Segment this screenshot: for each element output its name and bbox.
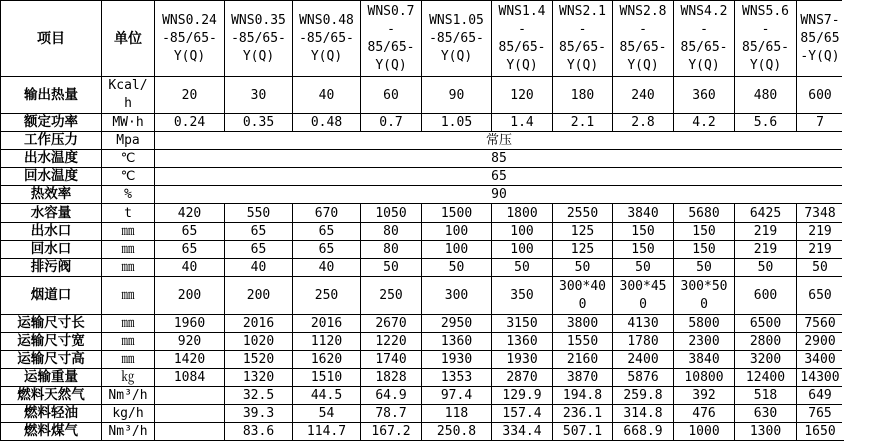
value-cell: 2550 [553, 204, 613, 223]
value-cell: 1120 [293, 333, 361, 351]
value-cell: 2400 [613, 351, 674, 369]
value-cell: 64.9 [361, 387, 422, 405]
header-model-line: 85/65- [742, 39, 789, 55]
value-cell: 40 [293, 77, 361, 114]
value-cell: 50 [674, 259, 735, 277]
value-cell: 765 [797, 405, 844, 423]
value-cell: 6500 [735, 315, 797, 333]
header-model-line: 85/65- [680, 39, 728, 55]
value-cell: 4.2 [674, 114, 735, 132]
table-row [1, 77, 844, 114]
header-model-line: WNS0.48 [299, 12, 354, 28]
header-model-line: WNS1.4 [498, 3, 546, 19]
value-cell: 3150 [492, 315, 553, 333]
value-cell: 1300 [735, 423, 797, 441]
header-model-line: Y(Q) [688, 57, 720, 73]
value-cell: 1020 [225, 333, 293, 351]
value-cell: 0.24 [155, 114, 225, 132]
value-cell: 12400 [735, 369, 797, 387]
value-cell: 50 [553, 259, 613, 277]
header-model-line: WNS1.05 [429, 12, 484, 28]
value-cell: 3840 [613, 204, 674, 223]
value-cell: 1.05 [422, 114, 492, 132]
table-row [1, 132, 844, 150]
value-cell: 50 [613, 259, 674, 277]
row-unit: ℃ [102, 150, 155, 168]
merged-value-cell: 85 [155, 150, 844, 168]
value-cell: 2016 [225, 315, 293, 333]
value-cell: 32.5 [225, 387, 293, 405]
header-model-line: 85/65 [800, 30, 840, 46]
value-cell: 600 [797, 77, 844, 114]
value-cell: 1360 [422, 333, 492, 351]
value-cell: 83.6 [225, 423, 293, 441]
value-cell [553, 277, 613, 315]
row-name: 出水口 [1, 223, 102, 241]
header-model-line: - [387, 21, 395, 37]
value-cell: 157.4 [492, 405, 553, 423]
value-cell: 50 [422, 259, 492, 277]
value-cell: 630 [735, 405, 797, 423]
header-model-line: - [578, 21, 587, 37]
header-model-line: - [518, 21, 526, 37]
row-name: 额定功率 [1, 114, 102, 132]
table-row [1, 168, 844, 186]
value-cell: 3800 [553, 315, 613, 333]
value-cell: 7348 [797, 204, 844, 223]
row-name: 燃料天然气 [1, 387, 102, 405]
merged-value-cell: 常压 [155, 132, 844, 150]
value-cell: 5800 [674, 315, 735, 333]
value-cell: 50 [735, 259, 797, 277]
value-cell: 1320 [225, 369, 293, 387]
value-cell: 1510 [293, 369, 361, 387]
value-cell: 65 [155, 241, 225, 259]
value-cell: 78.7 [361, 405, 422, 423]
value-cell: 100 [492, 241, 553, 259]
header-model-line: Y(Q) [627, 57, 659, 73]
value-cell: 65 [225, 223, 293, 241]
value-cell: 219 [735, 223, 797, 241]
value-cell: 1550 [553, 333, 613, 351]
row-unit: ㎜ [102, 351, 155, 369]
header-model-line: - [700, 21, 708, 37]
value-cell: 2.1 [553, 114, 613, 132]
header-model-line: -85/65- [299, 30, 354, 46]
value-cell: 219 [797, 223, 844, 241]
table-row [1, 315, 844, 333]
table-row [1, 351, 844, 369]
value-cell: 1930 [492, 351, 553, 369]
header-model-line: WNS0.7 [367, 3, 415, 19]
value-cell: 90 [422, 77, 492, 114]
value-cell: 0.35 [225, 114, 293, 132]
value-cell: 0.48 [293, 114, 361, 132]
value-line: 0 [578, 296, 587, 312]
header-model-line: Y(Q) [375, 57, 407, 73]
value-cell: 20 [155, 77, 225, 114]
header-model-line: -Y(Q) [800, 48, 840, 64]
table-row [1, 333, 844, 351]
value-cell: 480 [735, 77, 797, 114]
value-cell: 60 [361, 77, 422, 114]
value-cell: 120 [492, 77, 553, 114]
header-model-cell [735, 1, 797, 77]
row-name: 运输重量 [1, 369, 102, 387]
value-cell: 200 [155, 277, 225, 315]
value-cell: 50 [797, 259, 844, 277]
value-cell: 100 [422, 241, 492, 259]
row-name: 燃料煤气 [1, 423, 102, 441]
value-cell: 2870 [492, 369, 553, 387]
value-cell: 1960 [155, 315, 225, 333]
header-model-line: Y(Q) [242, 48, 275, 64]
value-cell: 550 [225, 204, 293, 223]
value-cell: 1353 [422, 369, 492, 387]
value-cell: 167.2 [361, 423, 422, 441]
value-cell: 650 [797, 277, 844, 315]
header-model-cell [492, 1, 553, 77]
table-row [1, 204, 844, 223]
table-row [1, 186, 844, 204]
value-cell: 259.8 [613, 387, 674, 405]
table-row [1, 277, 844, 315]
header-model-line: WNS2.1 [559, 3, 606, 19]
value-line: 300*40 [559, 278, 606, 294]
value-cell: 649 [797, 387, 844, 405]
value-cell: 250 [361, 277, 422, 315]
header-model-cell [613, 1, 674, 77]
header-model-cell [422, 1, 492, 77]
row-unit: ㎜ [102, 315, 155, 333]
header-model-line: 85/65- [498, 39, 546, 55]
table-row [1, 241, 844, 259]
header-model-line: -85/65- [162, 30, 217, 46]
value-cell: 5680 [674, 204, 735, 223]
value-cell: 1084 [155, 369, 225, 387]
value-cell: 1360 [492, 333, 553, 351]
value-cell: 670 [293, 204, 361, 223]
header-model-cell [225, 1, 293, 77]
table-row [1, 223, 844, 241]
value-cell: 3870 [553, 369, 613, 387]
value-cell: 3840 [674, 351, 735, 369]
header-model-line: Y(Q) [506, 57, 538, 73]
value-cell: 4130 [613, 315, 674, 333]
row-name: 工作压力 [1, 132, 102, 150]
value-cell: 125 [553, 241, 613, 259]
value-cell: 3400 [797, 351, 844, 369]
value-line: 0 [700, 296, 708, 312]
value-cell: 240 [613, 77, 674, 114]
row-unit: ㎜ [102, 259, 155, 277]
value-cell: 1500 [422, 204, 492, 223]
value-cell: 7560 [797, 315, 844, 333]
value-cell: 5876 [613, 369, 674, 387]
row-unit: Nm³/h [102, 387, 155, 405]
value-cell [155, 423, 225, 441]
value-cell [155, 387, 225, 405]
row-unit: ㎜ [102, 241, 155, 259]
value-cell: 54 [293, 405, 361, 423]
row-name: 出水温度 [1, 150, 102, 168]
row-unit: MW·h [102, 114, 155, 132]
value-cell: 14300 [797, 369, 844, 387]
header-row [1, 1, 844, 77]
header-model-cell [553, 1, 613, 77]
value-cell: 10800 [674, 369, 735, 387]
value-cell: 1828 [361, 369, 422, 387]
value-cell: 1650 [797, 423, 844, 441]
value-cell: 392 [674, 387, 735, 405]
merged-value-cell: 65 [155, 168, 844, 186]
row-unit: t [102, 204, 155, 223]
value-cell: 118 [422, 405, 492, 423]
row-name: 输出热量 [1, 77, 102, 114]
value-cell: 507.1 [553, 423, 613, 441]
header-model-line: WNS0.35 [231, 12, 286, 28]
value-cell: 350 [492, 277, 553, 315]
row-unit: Nm³/h [102, 423, 155, 441]
value-cell [674, 277, 735, 315]
row-unit: ㎏ [102, 369, 155, 387]
value-cell: 200 [225, 277, 293, 315]
value-line: 0 [639, 296, 647, 312]
header-model-line: Y(Q) [440, 48, 473, 64]
value-cell: 80 [361, 241, 422, 259]
value-cell: 420 [155, 204, 225, 223]
value-line: 300*45 [619, 278, 667, 294]
row-unit: % [102, 186, 155, 204]
value-cell: 6425 [735, 204, 797, 223]
merged-value-cell: 90 [155, 186, 844, 204]
header-model-line: -85/65- [231, 30, 286, 46]
row-unit: ㎜ [102, 277, 155, 315]
value-cell: 360 [674, 77, 735, 114]
value-cell: 150 [613, 241, 674, 259]
header-model-line: - [761, 21, 770, 37]
value-cell: 1220 [361, 333, 422, 351]
value-cell: 180 [553, 77, 613, 114]
header-model-line: 85/65- [559, 39, 606, 55]
value-cell: 334.4 [492, 423, 553, 441]
value-cell: 7 [797, 114, 844, 132]
header-model-line: Y(Q) [749, 57, 782, 73]
right-margin [842, 0, 870, 440]
value-cell: 50 [492, 259, 553, 277]
row-unit: ℃ [102, 168, 155, 186]
value-cell: 1740 [361, 351, 422, 369]
row-unit: Mpa [102, 132, 155, 150]
table-row [1, 369, 844, 387]
row-name: 回水口 [1, 241, 102, 259]
value-cell: 476 [674, 405, 735, 423]
value-cell: 668.9 [613, 423, 674, 441]
header-model-line: Y(Q) [310, 48, 343, 64]
table-row [1, 423, 844, 441]
value-cell: 250.8 [422, 423, 492, 441]
row-name: 运输尺寸宽 [1, 333, 102, 351]
header-model-line: WNS7- [800, 12, 840, 28]
value-cell: 100 [492, 223, 553, 241]
value-cell: 2016 [293, 315, 361, 333]
row-name: 水容量 [1, 204, 102, 223]
value-cell: 1050 [361, 204, 422, 223]
table-row [1, 150, 844, 168]
value-cell: 50 [361, 259, 422, 277]
header-model-cell [293, 1, 361, 77]
value-cell: 600 [735, 277, 797, 315]
value-cell: 129.9 [492, 387, 553, 405]
value-cell: 40 [225, 259, 293, 277]
header-model-cell [674, 1, 735, 77]
header-model-cell [155, 1, 225, 77]
value-cell: 219 [797, 241, 844, 259]
value-cell [613, 277, 674, 315]
value-cell: 2160 [553, 351, 613, 369]
value-cell: 314.8 [613, 405, 674, 423]
value-cell: 1000 [674, 423, 735, 441]
header-model-line: WNS5.6 [742, 3, 789, 19]
table-row [1, 114, 844, 132]
header-model-line: 85/65- [367, 39, 415, 55]
value-cell: 250 [293, 277, 361, 315]
header-model-line: Y(Q) [566, 57, 599, 73]
header-model-line: Y(Q) [173, 48, 206, 64]
row-name: 运输尺寸长 [1, 315, 102, 333]
row-unit: kg/h [102, 405, 155, 423]
value-cell: 5.6 [735, 114, 797, 132]
value-cell: 150 [674, 223, 735, 241]
table-body [1, 77, 844, 441]
header-model-line: WNS0.24 [162, 12, 217, 28]
header-unit-label: 单位 [102, 1, 155, 77]
value-cell: 1520 [225, 351, 293, 369]
row-name: 热效率 [1, 186, 102, 204]
header-model-line: WNS2.8 [619, 3, 667, 19]
row-name: 回水温度 [1, 168, 102, 186]
row-unit-line: h [124, 96, 132, 111]
value-cell: 1420 [155, 351, 225, 369]
value-line: 300*50 [680, 278, 728, 294]
header-item-label: 项目 [1, 1, 102, 77]
value-cell: 2900 [797, 333, 844, 351]
value-cell: 2950 [422, 315, 492, 333]
value-cell: 219 [735, 241, 797, 259]
value-cell: 65 [293, 241, 361, 259]
row-name: 排污阀 [1, 259, 102, 277]
value-cell: 150 [674, 241, 735, 259]
value-cell: 1620 [293, 351, 361, 369]
value-cell: 40 [293, 259, 361, 277]
header-model-line: 85/65- [619, 39, 667, 55]
value-cell: 1930 [422, 351, 492, 369]
value-cell: 30 [225, 77, 293, 114]
header-model-line: - [639, 21, 647, 37]
row-unit-line: Kcal/ [108, 78, 148, 93]
value-cell: 65 [225, 241, 293, 259]
value-cell: 920 [155, 333, 225, 351]
value-cell: 0.7 [361, 114, 422, 132]
value-cell: 3200 [735, 351, 797, 369]
row-name: 燃料轻油 [1, 405, 102, 423]
value-cell: 125 [553, 223, 613, 241]
row-name: 烟道口 [1, 277, 102, 315]
table-row [1, 387, 844, 405]
row-unit: ㎜ [102, 223, 155, 241]
value-cell: 114.7 [293, 423, 361, 441]
header-model-line: WNS4.2 [680, 3, 728, 19]
value-cell: 44.5 [293, 387, 361, 405]
value-cell: 65 [293, 223, 361, 241]
value-cell: 236.1 [553, 405, 613, 423]
value-cell: 39.3 [225, 405, 293, 423]
value-cell: 518 [735, 387, 797, 405]
value-cell: 2300 [674, 333, 735, 351]
header-model-line: -85/65- [429, 30, 484, 46]
value-cell: 40 [155, 259, 225, 277]
value-cell: 97.4 [422, 387, 492, 405]
value-cell: 2.8 [613, 114, 674, 132]
value-cell: 80 [361, 223, 422, 241]
value-cell: 300 [422, 277, 492, 315]
value-cell: 194.8 [553, 387, 613, 405]
value-cell: 1.4 [492, 114, 553, 132]
value-cell: 100 [422, 223, 492, 241]
value-cell: 1800 [492, 204, 553, 223]
row-name: 运输尺寸高 [1, 351, 102, 369]
value-cell: 2670 [361, 315, 422, 333]
value-cell [155, 405, 225, 423]
header-model-cell [797, 1, 844, 77]
row-unit [102, 77, 155, 114]
value-cell: 1780 [613, 333, 674, 351]
table-row [1, 259, 844, 277]
row-unit: ㎜ [102, 333, 155, 351]
value-cell: 150 [613, 223, 674, 241]
table-row [1, 405, 844, 423]
value-cell: 65 [155, 223, 225, 241]
value-cell: 2800 [735, 333, 797, 351]
header-model-cell [361, 1, 422, 77]
